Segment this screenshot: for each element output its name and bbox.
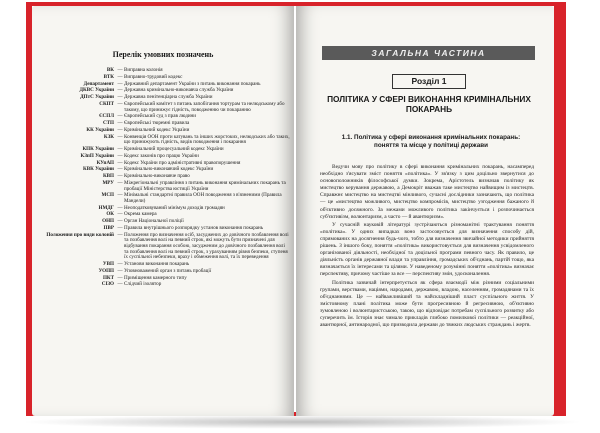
abbreviation-dash: — — [117, 152, 123, 159]
abbreviation-value: Приміщення камерного типу — [124, 274, 187, 281]
abbreviation-value: Кримінальний процесуальний кодекс України — [124, 146, 224, 152]
abbreviation-dash: — — [117, 179, 123, 186]
abbreviation-value: Кримінально-виконавче право — [124, 173, 190, 180]
abbreviation-row — [40, 128, 290, 134]
abbreviation-key: КЗпП України — [80, 152, 114, 159]
abbreviation-dash: — — [117, 204, 123, 211]
abbreviation-dash: — — [117, 73, 123, 80]
abbreviation-value: Кримінальний кодекс України — [124, 126, 190, 133]
abbreviation-dash: — — [117, 231, 123, 238]
abbreviations-title: Перелік умовних позначень — [112, 50, 214, 59]
abbreviation-value: Правила внутрішнього розпорядку установ виконання покарань — [124, 225, 264, 231]
abbreviation-row — [40, 276, 290, 282]
abbreviation-value: Державна кримінально-виконавча служба України — [124, 87, 234, 94]
abbreviation-dash: — — [117, 80, 123, 87]
abbreviation-value: Установи виконання покарань — [124, 260, 190, 267]
abbreviation-key: КПК України — [82, 146, 114, 152]
abbreviation-value: Європейський суд з прав людини — [124, 113, 196, 120]
abbreviation-key: КВП — [102, 173, 114, 180]
abbreviation-dash: — — [117, 225, 123, 231]
section-label: Розділ 1 — [392, 74, 466, 89]
abbreviation-value: Неоподатковуваний мінімум доходів громадян — [124, 204, 225, 211]
left-page — [32, 6, 294, 416]
abbreviation-row — [40, 102, 290, 113]
paragraph: Ведучи мову про політику в сфері виконання кримінальних покарань, насамперед необхідно з'ясувати зміст поняття «політика». У зв'язку з цим доцільно звернутися до основоположників філософської думки. Зокрема, Арістотель визначав політику як мистецтво керування державою, а Демокріт вважав таке мистецтво найвищим із мистецтв. Справжнє мистецтво на мистецтві мінливого, сучасні дослідники зазначають, що політика — це «мистецтво можливого, мистецтво компромісів, мистецтво узгодження бажаного й об'єктивно досяжного. За межами можливого політика закінчується і розпочинається суб'єктивізм, волюнтаризм, а часто — й авантюризм». — [320, 164, 534, 220]
abbreviation-key: ОНП — [102, 218, 114, 225]
abbreviation-key: КК України — [86, 126, 114, 133]
abbreviation-dash: — — [117, 211, 123, 218]
abbreviation-key: КВК України — [83, 166, 114, 173]
chapter-title: ПОЛІТИКА У СФЕРІ ВИКОНАННЯ КРИМІНАЛЬНИХ ПОКАРАНЬ — [327, 94, 531, 114]
subsection-title: 1.1. Політика у сфері виконання кримінальних покарань: поняття та місце у політиці держави — [341, 134, 521, 149]
abbreviation-key: Положення про види колоній — [46, 231, 114, 238]
abbreviation-row — [40, 167, 290, 173]
abbreviation-row — [40, 262, 290, 268]
abbreviation-dash: — — [117, 133, 123, 140]
abbreviation-key: ОК — [106, 211, 114, 218]
abbreviation-dash: — — [117, 260, 123, 267]
abbreviation-dash: — — [117, 192, 123, 199]
abbreviation-key: МРУ — [102, 179, 114, 186]
abbreviation-value: Кримінально-виконавчий кодекс України — [124, 166, 214, 173]
abbreviation-value: Виправно-трудовий кодекс — [124, 73, 183, 80]
abbreviation-key: ВК — [106, 67, 114, 73]
abbreviation-row — [40, 154, 290, 160]
abbreviation-value: Окрема камера — [124, 211, 157, 218]
abbreviation-key: СТП — [102, 120, 114, 127]
abbreviation-dash: — — [117, 166, 123, 173]
abbreviation-value: Виправна колонія — [124, 67, 163, 73]
abbreviation-key: ПВР — [103, 225, 114, 231]
cover-right-edge — [554, 2, 566, 416]
abbreviation-dash: — — [117, 120, 123, 127]
abbreviation-row — [40, 68, 290, 74]
abbreviation-dash: — — [117, 94, 123, 101]
abbreviation-row — [40, 226, 290, 232]
abbreviation-dash: — — [117, 87, 123, 94]
abbreviation-value: Мінімальні стандартні правила ООН поводження з в'язненими (Правила Мандели) — [124, 192, 282, 204]
abbreviation-key: СКПТ — [99, 100, 114, 107]
body-text — [320, 164, 534, 329]
abbreviation-row — [40, 181, 290, 192]
abbreviation-key: УОПП — [98, 267, 114, 274]
abbreviation-value: Міжрегіональні управління з питань виконання кримінальних покарань та пробації Міністерства юстиції України — [124, 179, 286, 192]
abbreviation-key: МСП — [101, 192, 114, 199]
abbreviation-value: Положення про визначення осіб, засуджених до довічного позбавлення волі та позбавлення волі на певний строк, які можуть бути призначені для відбування покарання особою, засудженим до довічного позбавлення волі та позбавлення волі на певний строк, з урахуванням рівня безпеки, ступеня їх суспільної небезпеки, враху і обмеження волі, та їх переведення — [124, 231, 289, 261]
abbreviation-dash: — — [117, 267, 123, 274]
abbreviation-row — [40, 212, 290, 218]
abbreviation-dash: — — [117, 159, 123, 166]
abbreviation-row — [40, 75, 290, 81]
abbreviation-key: УВП — [102, 260, 114, 267]
abbreviation-row — [40, 193, 290, 204]
abbreviation-key: ДПтС України — [80, 94, 114, 101]
abbreviation-value: Уповноважений орган з питань пробації — [124, 267, 212, 274]
abbreviation-row — [40, 233, 290, 261]
abbreviation-row — [40, 95, 290, 101]
abbreviation-value: Європейські тюремні правила — [124, 120, 190, 127]
abbreviation-dash: — — [117, 218, 123, 225]
abbreviation-row — [40, 206, 290, 212]
abbreviations-list — [40, 68, 290, 289]
abbreviation-dash: — — [117, 67, 123, 73]
abbreviation-key: ЄСПЛ — [99, 113, 114, 120]
abbreviation-row — [40, 219, 290, 225]
abbreviation-value: Слідчий ізолятор — [124, 281, 162, 288]
abbreviation-key: Департамент — [83, 80, 114, 87]
paragraph: Політика зазвичай інтерпретується як сфера взаємодії між різними соціальними групами, верствами, націями, народами, державою, владою, населенням, громадянами та їх об'єднаннями. Це — найважливіший та найскладніший пласт суспільного життя. У змістовному плані політика може бути прогресивною й регресивною, об'єктивно зумовленою і волюнтаристською, такою, що відповідає потребам суспільного розвитку або суперечить їм. Історія знає чимало прикладів глибоко помилкової політики — реакційної, авантюрної, антинародної, що призводила держави до тяжких людських страждань і жертв. — [320, 279, 534, 329]
paragraph: У сучасній науковій літературі зустрічаються різноманітні трактування поняття «політика». У одних випадках воно застосовується для визначення способу дій, спрямованих на досягнення будь-чого, тобто для визначення звичайної методики прийняття рішень. З іншого боку, поняття «політика» використовується для визначення усвідомленого організованої діяльності, необхідної та доцільної програми певного часу. Як правило, це діяльність органів державної влади та управління, громадських об'єднань, партій тощо, яка визначається їх інтересами та цілями. У наведеному розумінні поняття «політика» визначає перспективу, причому частіше за все — перспективу змін, удосконалення. — [320, 221, 534, 278]
right-page — [296, 6, 554, 416]
abbreviation-key: КЗК — [103, 133, 114, 140]
abbreviation-row — [40, 269, 290, 275]
abbreviation-value: Європейський комітет з питань запобігання тортурам та нелюдському або такому, що принижує гідність, поводженню чи покаранню — [124, 100, 285, 113]
abbreviation-row — [40, 174, 290, 180]
abbreviation-dash: — — [117, 100, 123, 107]
abbreviation-key: ДКВС України — [79, 87, 114, 94]
abbreviation-row — [40, 135, 290, 146]
abbreviation-key: ПКТ — [102, 274, 114, 281]
abbreviation-value: Кодекс законів про працю України — [124, 152, 199, 159]
abbreviation-row — [40, 282, 290, 288]
abbreviation-value: Кодекс України про адміністративні правопорушення — [124, 159, 241, 166]
abbreviation-key: ВТК — [103, 73, 114, 80]
abbreviation-dash: — — [117, 146, 123, 152]
abbreviation-row — [40, 121, 290, 127]
abbreviation-value: Державна пенітенціарна служба України — [124, 94, 213, 101]
abbreviation-key: НМДГ — [98, 204, 114, 211]
abbreviation-value: Державний департамент України з питань виконання покарань — [124, 80, 261, 87]
abbreviation-value: Орган Національної поліції — [124, 218, 184, 225]
abbreviation-dash: — — [117, 281, 123, 288]
abbreviation-dash: — — [117, 173, 123, 180]
abbreviation-dash: — — [117, 126, 123, 133]
abbreviation-dash: — — [117, 113, 123, 120]
abbreviation-dash: — — [117, 274, 123, 281]
part-banner: ЗАГАЛЬНА ЧАСТИНА — [322, 46, 535, 60]
abbreviation-value: Конвенція ООН проти катувань та інших жорстоких, нелюдських або таких, що принижують гідність, видів поводження і покарання — [124, 133, 290, 146]
abbreviation-key: КУпАП — [96, 159, 114, 166]
book-shadow — [20, 415, 585, 429]
abbreviation-key: СІЗО — [101, 281, 114, 288]
abbreviation-row — [40, 147, 290, 153]
